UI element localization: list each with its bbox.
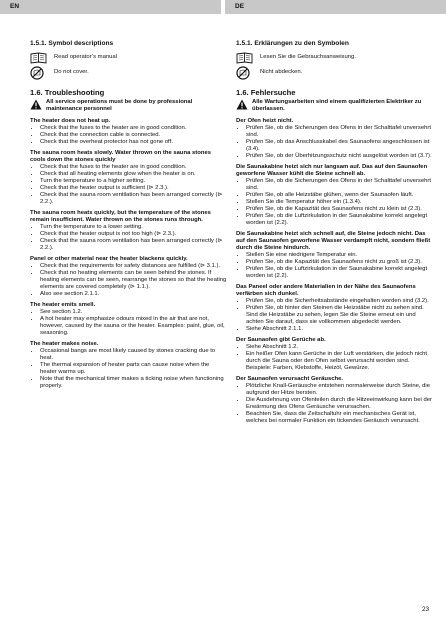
issue-heading: Der Saunaofen verursacht Geräusche. — [236, 375, 344, 382]
issue-item: • Siehe Abschnitt 1.2. — [246, 344, 433, 351]
issue-heading: The heater emits smell. — [30, 301, 96, 308]
book-icon — [236, 52, 254, 64]
issue-item: • Siehe Abschnitt 2.1.1. — [246, 326, 433, 333]
issue-item: • Check that the heater output is sufficient (⊳ 2.3.). — [40, 185, 227, 192]
issue-heading: The sauna room heats slowly. Water thrown on the sauna stones cools down the stones quickly — [30, 149, 212, 163]
english-column — [30, 40, 227, 394]
issue-item: • Check that no heating elements can be seen behind the stones. If heating elements can be seen, rearrange the stones so that the heating elements are covered completely (⊳ 1.1.). — [40, 270, 227, 291]
issue-item: • Beachten Sie, dass die Zeitschaltuhr ein mechanisches Gerät ist, welches bei normaler Funktion ein tickendes Geräusch verursacht. — [246, 411, 433, 425]
troubleshooting-title: 1.6. Fehlersuche — [236, 88, 296, 97]
warning-icon — [30, 99, 44, 113]
issue-item: • Prüfen Sie, ob die Sicherungen des Ofens in der Schalttafel unversehrt sind. — [246, 125, 433, 139]
issue-heading: Der Ofen heizt nicht. — [236, 117, 294, 124]
symbol-row-manual — [30, 51, 227, 64]
issue-heading: Panel or other material near the heater blackens quickly. — [30, 255, 188, 262]
german-column — [236, 40, 433, 429]
issue-item: • Prüfen Sie, ob hinter den Steinen die Heizstäbe nicht zu sehen sind. Sind die Heizstäbe zu sehen, legen Sie die Steine erneut ein und achten Sie darauf, dass sie vollkommen abgedeckt werden. — [246, 305, 433, 326]
issue-block — [30, 341, 227, 390]
issue-item: • Die Ausdehnung von Ofenteilen durch die Hitzeeinwirkung kann bei der Erwärmung des Ofens Geräusche verursachen. — [246, 397, 433, 411]
issue-item: • See section 1.2. — [40, 309, 227, 316]
issue-item: • Check that the fuses to the heater are in good condition. — [40, 125, 227, 132]
issue-item: • Check that the sauna room ventilation has been arranged correctly (⊳ 2.2.). — [40, 238, 227, 252]
symbol-row-no-cover — [236, 66, 433, 79]
issue-heading: Die Saunakabine heizt sich schnell auf, die Steine jedoch nicht. Das auf den Saunaofen geworfene Wasser verdampft nicht, sondern fließt durch die Steine hindurch. — [236, 230, 431, 251]
issue-item: • Check that the connection cable is connected. — [40, 132, 227, 139]
issue-heading: Das Paneel oder andere Materialien in der Nähe des Saunaofens verfärben sich dunkel. — [236, 283, 416, 297]
book-icon — [30, 52, 48, 64]
warning-text: All service operations must be done by professional maintenance personnel — [46, 98, 193, 112]
issue-block — [30, 118, 227, 146]
issue-heading: The sauna room heats quickly, but the temperature of the stones remain insufficient. Water thrown on the stones runs through. — [30, 209, 211, 223]
issue-block — [236, 231, 433, 280]
issue-block — [236, 118, 433, 160]
symbol-label-manual: Read operator’s manual — [54, 54, 117, 60]
issue-item: • Check that the overheat protector has not gone off. — [40, 139, 227, 146]
warning-icon — [236, 99, 250, 113]
symbol-label-no-cover: Do not cover. — [54, 69, 89, 75]
issue-item: • Check that the requirements for safety distances are fulfilled (⊳ 3.1.). — [40, 263, 227, 270]
issue-item: • Ein heißer Ofen kann Gerüche in der Luft verstärken, die jedoch nicht durch die Sauna oder den Ofen selbst verursacht worden sind. Beispiele: Farben, Klebstoffe, Heizöl, Gewürze. — [246, 351, 433, 372]
page-number: 23 — [422, 606, 430, 613]
no-cover-icon — [236, 67, 254, 79]
issue-item: • Prüfen Sie, ob die Kapazität des Saunaofens nicht zu groß ist (2.3). — [246, 259, 433, 266]
issue-item: • Prüfen Sie, ob das Anschlusskabel des Saunaofens angeschlossen ist (3.4). — [246, 139, 433, 153]
issue-item: • Stellen Sie eine niedrigere Temperatur ein. — [246, 252, 433, 259]
symbol-label-no-cover: Nicht abdecken. — [260, 69, 303, 75]
issue-item: • Occasional bangs are most likely caused by stones cracking due to heat. — [40, 348, 227, 362]
no-cover-icon — [30, 67, 48, 79]
issue-item: • Note that the mechanical timer makes a ticking noise when functioning properly. — [40, 376, 227, 390]
language-tab-de-label: DE — [235, 3, 245, 10]
issue-item: • Prüfen Sie, ob der Überhitzungsschutz nicht ausgelöst worden ist (3.7). — [246, 153, 433, 160]
issue-item: • Prüfen Sie, ob die Luftzirkulation in der Saunakabine korrekt angelegt worden ist (2.2). — [246, 213, 433, 227]
issue-heading: Der Saunaofen gibt Gerüche ab. — [236, 336, 326, 343]
warning-text: Alle Wartungsarbeiten sind einem qualifizierten Elektriker zu überlassen. — [252, 98, 422, 112]
issue-item: • Check that all heating elements glow when the heater is on. — [40, 171, 227, 178]
issue-item: • The thermal expansion of heater parts can cause noise when the heater warms up. — [40, 362, 227, 376]
issue-item: • Prüfen Sie, ob die Sicherungen des Ofens in der Schalttafel unversehrt sind. — [246, 178, 433, 192]
symbol-label-manual: Lesen Sie die Gebrauchsanweisung. — [260, 54, 356, 60]
issue-item: • A hot heater may emphasize odours mixed in the air that are not, however, caused by the sauna or the heater. Examples: paint, glue, oil, seasoning. — [40, 316, 227, 337]
issue-block — [30, 302, 227, 337]
service-warning — [30, 99, 227, 113]
issue-block — [30, 256, 227, 298]
issue-heading: The heater does not heat up. — [30, 117, 111, 124]
issue-block — [236, 284, 433, 333]
issue-block — [236, 337, 433, 372]
issue-heading: The heater makes noise. — [30, 340, 99, 347]
issue-heading: Die Saunakabine heizt sich nur langsam auf. Das auf den Saunaofen geworfene Wasser kühlt die Steine schnell ab. — [236, 163, 428, 177]
symbols-title: 1.5.1. Symbol descriptions — [30, 40, 114, 47]
issue-item: • Prüfen Sie, ob alle Heizstäbe glühen, wenn der Saunaofen läuft. — [246, 192, 433, 199]
issue-block — [30, 210, 227, 252]
issue-item: • Turn the temperature to a higher setting. — [40, 178, 227, 185]
service-warning — [236, 99, 433, 113]
issue-item: • Prüfen Sie, ob die Luftzirkulation in der Saunakabine korrekt angelegt worden ist (2.2). — [246, 266, 433, 280]
issue-item: • Check that the fuses to the heater are in good condition. — [40, 164, 227, 171]
language-tab-en — [0, 0, 221, 14]
issue-block — [236, 376, 433, 425]
language-tab-en-label: EN — [10, 3, 20, 10]
issue-item: • Check that the heater output is not too high (⊳ 2.3.). — [40, 231, 227, 238]
symbol-row-manual — [236, 51, 433, 64]
issue-block — [30, 150, 227, 206]
issue-item: • Also see section 2.1.1. — [40, 291, 227, 298]
issue-item: • Check that the sauna room ventilation has been arranged correctly (⊳ 2.2.). — [40, 192, 227, 206]
issue-item: • Stellen Sie die Temperatur höher ein (1.3.4). — [246, 199, 433, 206]
issue-item: • Prüfen Sie, ob die Kapazität des Saunaofens nicht zu klein ist (2.3). — [246, 206, 433, 213]
troubleshooting-title: 1.6. Troubleshooting — [30, 88, 105, 97]
issue-item: • Turn the temperature to a lower setting. — [40, 224, 227, 231]
language-tab-de — [225, 0, 446, 14]
symbol-row-no-cover — [30, 66, 227, 79]
symbols-title: 1.5.1. Erklärungen zu den Symbolen — [236, 40, 349, 47]
issue-item: • Prüfen Sie, ob die Sicherheitsabstände eingehalten worden sind (3.2). — [246, 298, 433, 305]
issue-block — [236, 164, 433, 227]
issue-item: • Plötzliche Knall-Geräusche entstehen normalerweise durch Steine, die aufgrund der Hitze bersten. — [246, 383, 433, 397]
